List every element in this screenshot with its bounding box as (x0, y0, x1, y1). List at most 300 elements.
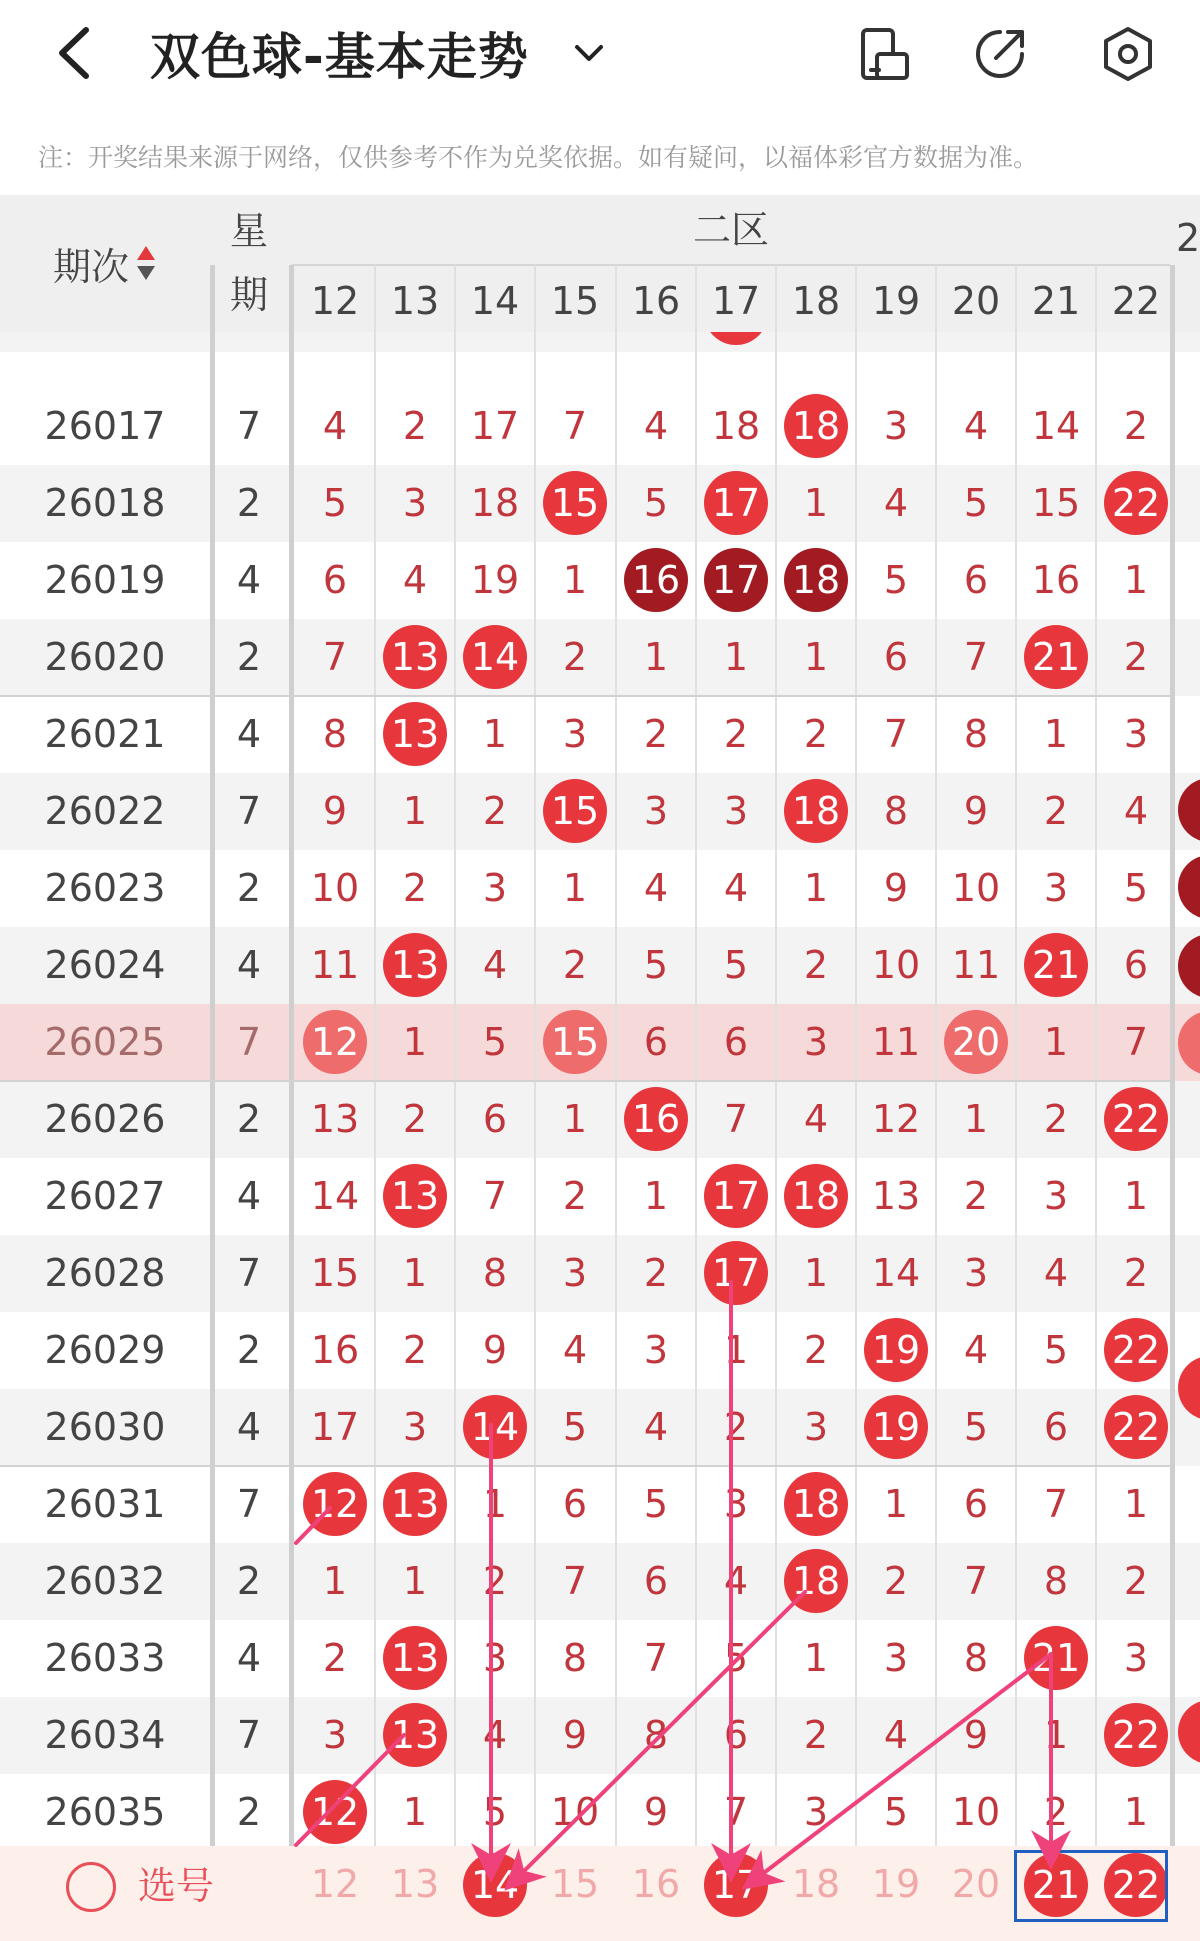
miss-count-cell: 17 (470, 404, 520, 448)
miss-count-cell: 1 (402, 1020, 428, 1064)
miss-count-cell: 5 (322, 481, 348, 525)
miss-count-cell: 4 (963, 404, 989, 448)
miss-count-cell: 3 (643, 789, 669, 833)
miss-count-cell: 6 (1043, 1405, 1069, 1449)
row-week: 2 (236, 635, 262, 679)
miss-count-cell: 9 (643, 1790, 669, 1834)
miss-count-cell: 3 (1043, 1174, 1069, 1218)
drawn-number-ball: 13 (383, 1626, 447, 1690)
group-separator (0, 1080, 1170, 1082)
drawn-number-ball: 18 (784, 1164, 848, 1228)
miss-count-cell: 1 (402, 1790, 428, 1834)
selectable-number[interactable]: 15 (550, 1862, 600, 1906)
miss-count-cell: 13 (871, 1174, 921, 1218)
column-divider (775, 265, 777, 1941)
sort-triangles-icon (135, 244, 157, 284)
table-row (0, 1312, 1200, 1389)
drawn-number-ball: 12 (303, 1780, 367, 1844)
miss-count-cell: 1 (723, 635, 749, 679)
row-week: 4 (236, 558, 262, 602)
selected-number-ball[interactable]: 22 (1104, 1853, 1168, 1917)
table-row (0, 388, 1200, 465)
miss-count-cell: 14 (310, 1174, 360, 1218)
miss-count-cell: 5 (883, 558, 909, 602)
row-issue: 26032 (44, 1559, 166, 1603)
miss-count-cell: 10 (951, 1790, 1001, 1834)
drawn-number-ball: 15 (543, 471, 607, 535)
miss-count-cell: 9 (482, 1328, 508, 1372)
miss-count-cell: 16 (310, 1328, 360, 1372)
miss-count-cell: 8 (1043, 1559, 1069, 1603)
selected-number-ball[interactable]: 21 (1024, 1853, 1088, 1917)
zone-divider (292, 264, 1170, 266)
miss-count-cell: 1 (1043, 1020, 1069, 1064)
miss-count-cell: 6 (723, 1713, 749, 1757)
miss-count-cell: 2 (723, 712, 749, 756)
miss-count-cell: 4 (883, 1713, 909, 1757)
miss-count-cell: 19 (470, 558, 520, 602)
drawn-number-ball: 18 (784, 394, 848, 458)
column-header: 18 (791, 279, 841, 323)
miss-count-cell: 2 (562, 635, 588, 679)
table-row (0, 1389, 1200, 1466)
row-week: 4 (236, 712, 262, 756)
miss-count-cell: 2 (1043, 1097, 1069, 1141)
table-row (0, 1081, 1200, 1158)
row-issue: 26029 (44, 1328, 166, 1372)
miss-count-cell: 6 (643, 1559, 669, 1603)
row-week: 4 (236, 1636, 262, 1680)
selected-number-ball[interactable]: 14 (463, 1853, 527, 1917)
table-row (0, 1543, 1200, 1620)
row-issue: 26021 (44, 712, 166, 756)
row-issue: 26027 (44, 1174, 166, 1218)
miss-count-cell: 3 (803, 1790, 829, 1834)
miss-count-cell: 8 (562, 1636, 588, 1680)
miss-count-cell: 10 (550, 1790, 600, 1834)
row-issue: 26020 (44, 635, 166, 679)
miss-count-cell: 4 (482, 943, 508, 987)
table-row (0, 542, 1200, 619)
miss-count-cell: 8 (322, 712, 348, 756)
miss-count-cell: 2 (803, 1328, 829, 1372)
miss-count-cell: 2 (402, 866, 428, 910)
miss-count-cell: 6 (322, 558, 348, 602)
miss-count-cell: 6 (723, 1020, 749, 1064)
drawn-number-ball: 21 (1024, 933, 1088, 997)
miss-count-cell: 9 (963, 789, 989, 833)
miss-count-cell: 7 (723, 1790, 749, 1834)
miss-count-cell: 2 (322, 1636, 348, 1680)
column-header: 21 (1031, 279, 1081, 323)
miss-count-cell: 9 (883, 866, 909, 910)
miss-count-cell: 5 (643, 481, 669, 525)
miss-count-cell: 15 (1031, 481, 1081, 525)
miss-count-cell: 1 (723, 1328, 749, 1372)
miss-count-cell: 3 (322, 1713, 348, 1757)
miss-count-cell: 7 (562, 404, 588, 448)
miss-count-cell: 1 (562, 1097, 588, 1141)
table-row (0, 619, 1200, 696)
miss-count-cell: 4 (322, 404, 348, 448)
miss-count-cell: 4 (1043, 1251, 1069, 1295)
miss-count-cell: 3 (963, 1251, 989, 1295)
miss-count-cell: 16 (1031, 558, 1081, 602)
miss-count-cell: 1 (482, 1482, 508, 1526)
miss-count-cell: 3 (1043, 866, 1069, 910)
page-title: 双色球-基本走势 (150, 28, 529, 86)
drawn-number-ball: 16 (624, 548, 688, 612)
miss-count-cell: 3 (723, 1482, 749, 1526)
miss-count-cell: 9 (562, 1713, 588, 1757)
column-divider (454, 265, 456, 1941)
miss-count-cell: 1 (562, 558, 588, 602)
miss-count-cell: 3 (562, 1251, 588, 1295)
miss-count-cell: 3 (1123, 1636, 1149, 1680)
miss-count-cell: 3 (402, 1405, 428, 1449)
miss-count-cell: 7 (482, 1174, 508, 1218)
table-row (0, 1620, 1200, 1697)
drawn-number-ball: 19 (864, 1318, 928, 1382)
drawn-number-ball: 21 (1024, 625, 1088, 689)
selected-number-ball[interactable]: 17 (704, 1853, 768, 1917)
miss-count-cell: 3 (883, 404, 909, 448)
row-week: 7 (236, 1251, 262, 1295)
miss-count-cell: 7 (1123, 1020, 1149, 1064)
miss-count-cell: 7 (562, 1559, 588, 1603)
miss-count-cell: 5 (643, 1482, 669, 1526)
drawn-number-ball: 22 (1104, 1703, 1168, 1767)
miss-count-cell: 6 (482, 1097, 508, 1141)
disclaimer-note: 注：开奖结果来源于网络，仅供参考不作为兑奖依据。如有疑问，以福体彩官方数据为准。 (38, 143, 1039, 172)
miss-count-cell: 1 (1123, 558, 1149, 602)
miss-count-cell: 10 (310, 866, 360, 910)
miss-count-cell: 2 (482, 1559, 508, 1603)
chevron-down-icon (569, 33, 609, 73)
miss-count-cell: 3 (883, 1636, 909, 1680)
miss-count-cell: 17 (310, 1405, 360, 1449)
miss-count-cell: 2 (402, 1328, 428, 1372)
drawn-number-ball: 21 (1024, 1626, 1088, 1690)
screen-rotate-icon (855, 24, 915, 84)
miss-count-cell: 15 (310, 1251, 360, 1295)
drawn-number-ball: 18 (784, 1549, 848, 1613)
drawn-number-ball: 17 (704, 1164, 768, 1228)
miss-count-cell: 5 (723, 1636, 749, 1680)
miss-count-cell: 6 (963, 558, 989, 602)
row-issue: 26023 (44, 866, 166, 910)
miss-count-cell: 2 (1123, 1559, 1149, 1603)
miss-count-cell: 2 (562, 943, 588, 987)
miss-count-cell: 2 (963, 1174, 989, 1218)
miss-count-cell: 4 (643, 404, 669, 448)
miss-count-cell: 3 (562, 712, 588, 756)
drawn-number-ball: 22 (1104, 1395, 1168, 1459)
group-separator (0, 1465, 1170, 1467)
miss-count-cell: 4 (723, 1559, 749, 1603)
column-header: 12 (310, 279, 360, 323)
column-divider (1095, 265, 1097, 1941)
miss-count-cell: 7 (883, 712, 909, 756)
miss-count-cell: 1 (1123, 1482, 1149, 1526)
drawn-number-ball: 17 (704, 1241, 768, 1305)
miss-count-cell: 2 (883, 1559, 909, 1603)
miss-count-cell: 1 (643, 635, 669, 679)
miss-count-cell: 4 (803, 1097, 829, 1141)
issue-header-label: 期次 (52, 245, 129, 289)
miss-count-cell: 9 (322, 789, 348, 833)
drawn-number-ball: 12 (303, 1010, 367, 1074)
column-divider (289, 265, 294, 1941)
table-row (0, 1004, 1200, 1081)
miss-count-cell: 3 (482, 1636, 508, 1680)
miss-count-cell: 1 (402, 1559, 428, 1603)
next-column-edge (1172, 195, 1200, 1941)
miss-count-cell: 5 (723, 943, 749, 987)
table-row (0, 1774, 1200, 1851)
miss-count-cell: 1 (1043, 1713, 1069, 1757)
miss-count-cell: 3 (402, 481, 428, 525)
column-header: 19 (871, 279, 921, 323)
row-issue: 26026 (44, 1097, 166, 1141)
miss-count-cell: 2 (1123, 635, 1149, 679)
miss-count-cell: 7 (963, 1559, 989, 1603)
miss-count-cell: 5 (643, 943, 669, 987)
row-issue: 26025 (44, 1020, 166, 1064)
miss-count-cell: 2 (402, 404, 428, 448)
drawn-number-ball: 13 (383, 702, 447, 766)
table-row (0, 1466, 1200, 1543)
miss-count-cell: 2 (482, 789, 508, 833)
drawn-number-ball: 15 (543, 779, 607, 843)
miss-count-cell: 4 (1123, 789, 1149, 833)
miss-count-cell: 14 (871, 1251, 921, 1295)
miss-count-cell: 13 (310, 1097, 360, 1141)
miss-count-cell: 1 (803, 866, 829, 910)
miss-count-cell: 2 (643, 712, 669, 756)
miss-count-cell: 4 (402, 558, 428, 602)
miss-count-cell: 1 (1123, 1174, 1149, 1218)
miss-count-cell: 12 (871, 1097, 921, 1141)
miss-count-cell: 5 (963, 1405, 989, 1449)
miss-count-cell: 5 (482, 1790, 508, 1834)
miss-count-cell: 7 (963, 635, 989, 679)
miss-count-cell: 1 (322, 1559, 348, 1603)
row-issue: 26022 (44, 789, 166, 833)
miss-count-cell: 5 (482, 1020, 508, 1064)
table-row (0, 773, 1200, 850)
miss-count-cell: 8 (963, 1636, 989, 1680)
miss-count-cell: 1 (963, 1097, 989, 1141)
row-week: 2 (236, 1328, 262, 1372)
row-week: 4 (236, 1405, 262, 1449)
miss-count-cell: 2 (803, 943, 829, 987)
miss-count-cell: 2 (803, 1713, 829, 1757)
row-issue: 26033 (44, 1636, 166, 1680)
column-header: 13 (390, 279, 440, 323)
selectable-number[interactable]: 16 (631, 1862, 681, 1906)
row-week: 7 (236, 1020, 262, 1064)
column-header: 15 (550, 279, 600, 323)
drawn-number-ball: 12 (303, 1472, 367, 1536)
drawn-number-ball: 15 (543, 1010, 607, 1074)
column-divider (1015, 265, 1017, 1941)
miss-count-cell: 1 (402, 789, 428, 833)
zone-header: 二区 (692, 208, 769, 252)
settings-button[interactable] (1098, 24, 1158, 84)
miss-count-cell: 7 (723, 1097, 749, 1141)
svg-text:2: 2 (1176, 216, 1200, 260)
miss-count-cell: 5 (1123, 866, 1149, 910)
table-row (0, 850, 1200, 927)
table-row (0, 696, 1200, 773)
miss-count-cell: 4 (482, 1713, 508, 1757)
week-header: 星期 (229, 209, 268, 317)
row-issue: 26017 (44, 404, 166, 448)
miss-count-cell: 8 (482, 1251, 508, 1295)
row-issue: 26034 (44, 1713, 166, 1757)
column-header: 17 (711, 279, 761, 323)
miss-count-cell: 11 (310, 943, 360, 987)
selectable-number[interactable]: 13 (390, 1862, 440, 1906)
issue-sort-header[interactable] (0, 195, 210, 332)
miss-count-cell: 1 (803, 481, 829, 525)
miss-count-cell: 2 (803, 712, 829, 756)
miss-count-cell: 4 (643, 1405, 669, 1449)
miss-count-cell: 1 (803, 635, 829, 679)
row-issue: 26019 (44, 558, 166, 602)
selectable-number[interactable]: 20 (951, 1862, 1001, 1906)
miss-count-cell: 7 (643, 1636, 669, 1680)
selectable-number[interactable]: 12 (310, 1862, 360, 1906)
miss-count-cell: 6 (562, 1482, 588, 1526)
row-week: 2 (236, 1559, 262, 1603)
miss-count-cell: 3 (1123, 712, 1149, 756)
miss-count-cell: 8 (643, 1713, 669, 1757)
miss-count-cell: 8 (883, 789, 909, 833)
settings-icon (1098, 24, 1158, 84)
miss-count-cell: 1 (402, 1251, 428, 1295)
miss-count-cell: 1 (562, 866, 588, 910)
miss-count-cell: 3 (803, 1405, 829, 1449)
miss-count-cell: 2 (402, 1097, 428, 1141)
miss-count-cell: 1 (803, 1636, 829, 1680)
miss-count-cell: 11 (951, 943, 1001, 987)
column-header: 20 (951, 279, 1001, 323)
row-week: 4 (236, 943, 262, 987)
table-row (0, 1235, 1200, 1312)
miss-count-cell: 6 (883, 635, 909, 679)
miss-count-cell: 11 (871, 1020, 921, 1064)
miss-count-cell: 2 (1123, 1251, 1149, 1295)
drawn-number-ball: 18 (784, 779, 848, 843)
miss-count-cell: 4 (643, 866, 669, 910)
drawn-number-ball: 13 (383, 933, 447, 997)
miss-count-cell: 2 (723, 1405, 749, 1449)
drawn-number-ball: 22 (1104, 1087, 1168, 1151)
share-icon (970, 24, 1030, 84)
drawn-number-ball: 18 (784, 1472, 848, 1536)
miss-count-cell: 5 (963, 481, 989, 525)
miss-count-cell: 8 (963, 712, 989, 756)
miss-count-cell: 6 (643, 1020, 669, 1064)
table-row (0, 927, 1200, 1004)
share-button[interactable] (970, 24, 1030, 84)
column-divider (695, 265, 697, 1941)
miss-count-cell: 14 (1031, 404, 1081, 448)
column-header: 22 (1111, 279, 1161, 323)
row-week: 7 (236, 789, 262, 833)
miss-count-cell: 10 (871, 943, 921, 987)
screen-rotate-button[interactable] (855, 24, 915, 84)
row-week: 7 (236, 1482, 262, 1526)
drawn-number-ball: 17 (704, 548, 768, 612)
miss-count-cell: 1 (643, 1174, 669, 1218)
miss-count-cell: 9 (963, 1713, 989, 1757)
miss-count-cell: 7 (322, 635, 348, 679)
row-issue: 26031 (44, 1482, 166, 1526)
miss-count-cell: 2 (562, 1174, 588, 1218)
miss-count-cell: 18 (711, 404, 761, 448)
row-week: 4 (236, 1174, 262, 1218)
row-week: 2 (236, 1097, 262, 1141)
miss-count-cell: 1 (883, 1482, 909, 1526)
row-week: 7 (236, 404, 262, 448)
selectable-number[interactable]: 18 (791, 1862, 841, 1906)
miss-count-cell: 4 (963, 1328, 989, 1372)
miss-count-cell: 4 (562, 1328, 588, 1372)
column-header: 16 (631, 279, 681, 323)
miss-count-cell: 1 (1123, 1790, 1149, 1834)
miss-count-cell: 5 (1043, 1328, 1069, 1372)
drawn-number-ball: 13 (383, 1703, 447, 1767)
selectable-number[interactable]: 19 (871, 1862, 921, 1906)
miss-count-cell: 2 (1043, 1790, 1069, 1834)
back-button[interactable] (48, 18, 108, 88)
drawn-number-ball: 18 (784, 548, 848, 612)
miss-count-cell: 1 (1043, 712, 1069, 756)
miss-count-cell: 4 (883, 481, 909, 525)
row-issue: 26030 (44, 1405, 166, 1449)
miss-count-cell: 3 (643, 1328, 669, 1372)
miss-count-cell: 1 (482, 712, 508, 756)
select-label: 选号 (138, 1864, 215, 1908)
column-header: 14 (470, 279, 520, 323)
row-issue: 26035 (44, 1790, 166, 1834)
select-radio[interactable] (66, 1862, 116, 1912)
drawn-number-ball: 13 (383, 1472, 447, 1536)
drawn-number-ball: 16 (624, 1087, 688, 1151)
drawn-number-ball: 13 (383, 625, 447, 689)
column-divider (615, 265, 617, 1941)
group-separator (0, 695, 1170, 697)
column-divider (210, 265, 215, 1941)
miss-count-cell: 10 (951, 866, 1001, 910)
miss-count-cell: 2 (1043, 789, 1069, 833)
row-week: 2 (236, 866, 262, 910)
miss-count-cell: 3 (803, 1020, 829, 1064)
column-divider (935, 265, 937, 1941)
miss-count-cell: 4 (723, 866, 749, 910)
selected-range-box (1014, 1850, 1168, 1922)
miss-count-cell: 2 (1123, 404, 1149, 448)
row-week: 7 (236, 1713, 262, 1757)
miss-count-cell: 5 (562, 1405, 588, 1449)
drawn-number-ball: 20 (944, 1010, 1008, 1074)
miss-count-cell: 7 (1043, 1482, 1069, 1526)
title-dropdown[interactable] (150, 18, 609, 88)
miss-count-cell: 5 (883, 1790, 909, 1834)
